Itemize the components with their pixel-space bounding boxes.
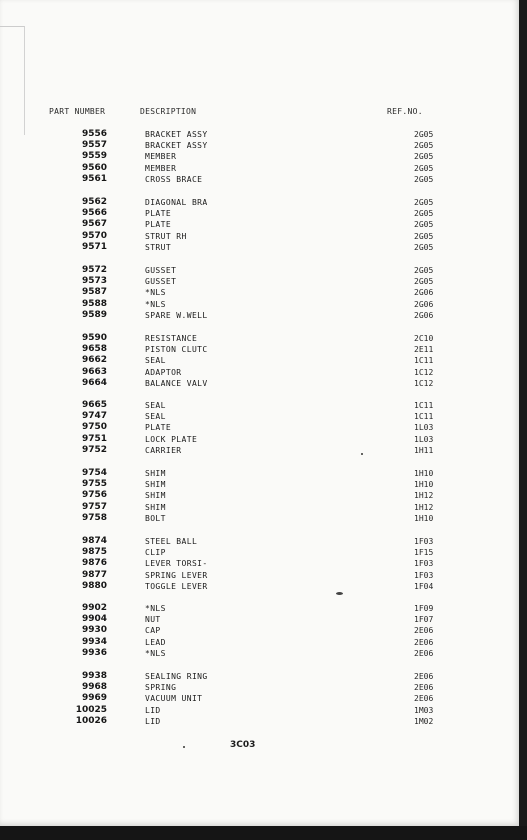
part-number-cell: 9665	[81, 400, 107, 410]
part-number-cell: 9590	[81, 333, 107, 343]
table-row	[0, 502, 519, 513]
description-cell: NUT	[145, 615, 161, 625]
description-cell: TOGGLE LEVER	[145, 581, 208, 591]
ref-no-cell: 2E06	[414, 672, 434, 681]
ref-no-cell: 1L03	[414, 423, 434, 433]
table-row	[0, 570, 519, 581]
part-number-cell: 9571	[81, 241, 107, 252]
description-cell: PLATE	[145, 423, 172, 433]
table-row	[0, 603, 519, 614]
description-cell: CAP	[145, 626, 161, 636]
description-cell: DIAGONAL BRA	[145, 198, 208, 207]
part-number-cell: 9664	[81, 377, 107, 388]
part-number-cell: 9556	[81, 129, 107, 139]
description-cell: *NLS	[145, 648, 166, 658]
table-row	[0, 682, 519, 693]
table-row	[0, 299, 519, 310]
ref-no-cell: 2E06	[414, 694, 434, 704]
description-cell: ADAPTOR	[145, 367, 182, 377]
description-cell: LID	[145, 716, 161, 726]
description-cell: LID	[145, 705, 161, 715]
description-cell: STEEL BALL	[145, 537, 198, 546]
table-row	[0, 637, 519, 648]
part-number-cell: 9750	[81, 422, 107, 433]
table-row	[0, 614, 519, 625]
table-row	[0, 344, 519, 355]
ref-no-cell: 2E06	[414, 683, 434, 693]
part-number-cell: 9658	[81, 344, 107, 355]
header-ref-no: REF.NO.	[387, 107, 423, 116]
table-row	[0, 716, 519, 727]
header-description: DESCRIPTION	[140, 107, 197, 116]
table-row	[0, 197, 519, 208]
part-number-cell: 9587	[81, 287, 107, 298]
table-row	[0, 355, 519, 366]
ref-no-cell: 2G05	[414, 152, 434, 162]
ref-no-cell: 1F09	[414, 604, 434, 613]
ref-no-cell: 2E06	[414, 648, 434, 658]
table-row	[0, 648, 519, 659]
description-cell: *NLS	[145, 299, 166, 309]
part-number-cell: 9938	[81, 671, 107, 681]
description-cell: MEMBER	[145, 152, 177, 162]
speck-mark	[183, 746, 185, 748]
ref-no-cell: 1H10	[414, 469, 434, 478]
part-number-cell: 9874	[81, 536, 107, 546]
ref-no-cell: 2G06	[414, 310, 434, 320]
part-number-cell: 9561	[81, 173, 107, 184]
description-cell: SHIM	[145, 491, 166, 501]
part-number-cell: 9904	[81, 614, 107, 625]
ref-no-cell: 1L03	[414, 434, 434, 444]
description-cell: CARRIER	[145, 445, 182, 455]
description-cell: GUSSET	[145, 277, 177, 287]
table-row	[0, 400, 519, 411]
ref-no-cell: 1F03	[414, 559, 434, 569]
ref-no-cell: 1C12	[414, 367, 434, 377]
table-row	[0, 265, 519, 276]
description-cell: BALANCE VALV	[145, 378, 208, 388]
description-cell: SPRING	[145, 683, 177, 693]
part-number-cell: 9902	[81, 603, 107, 613]
ref-no-cell: 2G05	[414, 130, 434, 139]
description-cell: SHIM	[145, 480, 166, 490]
description-cell: SHIM	[145, 469, 166, 478]
part-number-cell: 9570	[81, 230, 107, 241]
table-row	[0, 536, 519, 547]
part-number-cell: 9747	[81, 411, 107, 422]
ref-no-cell: 1H10	[414, 480, 434, 490]
table-row	[0, 479, 519, 490]
part-number-cell: 9880	[81, 580, 107, 591]
ref-no-cell: 1F03	[414, 537, 434, 546]
footer-strip	[0, 826, 527, 840]
description-cell: LEAD	[145, 637, 166, 647]
table-row	[0, 581, 519, 592]
table-row	[0, 129, 519, 140]
description-cell: SEAL	[145, 356, 166, 366]
part-number-cell: 9968	[81, 682, 107, 693]
table-row	[0, 547, 519, 558]
table-row	[0, 219, 519, 230]
part-number-cell: 9877	[81, 569, 107, 580]
ref-no-cell: 2G05	[414, 174, 434, 184]
part-number-cell: 9875	[81, 547, 107, 558]
part-number-cell: 9930	[81, 625, 107, 636]
page-number: 3C03	[230, 740, 256, 750]
ref-no-cell: 1M02	[414, 716, 434, 726]
table-row	[0, 411, 519, 422]
ref-no-cell: 2G06	[414, 288, 434, 298]
table-row	[0, 287, 519, 298]
table-row	[0, 310, 519, 321]
ref-no-cell: 2G05	[414, 277, 434, 287]
part-number-cell: 9751	[81, 433, 107, 444]
table-row	[0, 513, 519, 524]
part-number-cell: 9876	[81, 558, 107, 569]
ref-no-cell: 1F04	[414, 581, 434, 591]
ref-no-cell: 1H12	[414, 491, 434, 501]
description-cell: BRACKET ASSY	[145, 130, 208, 139]
description-cell: PISTON CLUTC	[145, 345, 208, 355]
table-row	[0, 693, 519, 704]
description-cell: STRUT RH	[145, 231, 187, 241]
ref-no-cell: 1M03	[414, 705, 434, 715]
ref-no-cell: 1F03	[414, 570, 434, 580]
description-cell: SEAL	[145, 401, 166, 410]
table-row	[0, 367, 519, 378]
table-row	[0, 163, 519, 174]
speck-mark	[361, 453, 363, 455]
part-number-cell: 9566	[81, 208, 107, 219]
description-cell: SEAL	[145, 412, 166, 422]
part-number-cell: 9934	[81, 636, 107, 647]
part-number-cell: 9757	[81, 501, 107, 512]
description-cell: CROSS BRACE	[145, 174, 203, 184]
ref-no-cell: 1F07	[414, 615, 434, 625]
table-row	[0, 378, 519, 389]
ref-no-cell: 1H10	[414, 513, 434, 523]
description-cell: PLATE	[145, 209, 172, 219]
ref-no-cell: 2G05	[414, 141, 434, 151]
description-cell: RESISTANCE	[145, 334, 198, 343]
part-number-cell: 9755	[81, 479, 107, 490]
table-row	[0, 333, 519, 344]
part-number-cell: 9752	[81, 444, 107, 455]
table-row	[0, 140, 519, 151]
part-number-cell: 9754	[81, 468, 107, 478]
part-number-cell: 9573	[81, 276, 107, 287]
ref-no-cell: 2E06	[414, 637, 434, 647]
ref-no-cell: 2G05	[414, 220, 434, 230]
ref-no-cell: 1C11	[414, 412, 434, 422]
description-cell: BRACKET ASSY	[145, 141, 208, 151]
ref-no-cell: 2C10	[414, 334, 434, 343]
description-cell: LOCK PLATE	[145, 434, 198, 444]
description-cell: SPARE W.WELL	[145, 310, 208, 320]
part-number-cell: 9559	[81, 151, 107, 162]
part-number-cell: 9588	[81, 298, 107, 309]
description-cell: VACUUM UNIT	[145, 694, 203, 704]
table-row	[0, 151, 519, 162]
ref-no-cell: 1H12	[414, 502, 434, 512]
part-number-cell: 10025	[75, 704, 107, 715]
ref-no-cell: 1F15	[414, 548, 434, 558]
description-cell: CLIP	[145, 548, 166, 558]
part-number-cell: 9969	[81, 693, 107, 704]
ref-no-cell: 2E06	[414, 626, 434, 636]
table-row	[0, 242, 519, 253]
table-row	[0, 558, 519, 569]
part-number-cell: 9663	[81, 366, 107, 377]
part-number-cell: 9936	[81, 647, 107, 658]
ref-no-cell: 1C11	[414, 356, 434, 366]
part-number-cell: 9567	[81, 219, 107, 230]
description-cell: BOLT	[145, 513, 166, 523]
part-number-cell: 9557	[81, 140, 107, 151]
ref-no-cell: 2G05	[414, 209, 434, 219]
part-number-cell: 9756	[81, 490, 107, 501]
table-row	[0, 434, 519, 445]
ref-no-cell: 2G05	[414, 242, 434, 252]
smudge-mark	[336, 592, 343, 595]
table-row	[0, 276, 519, 287]
table-row	[0, 671, 519, 682]
part-number-cell: 9758	[81, 512, 107, 523]
description-cell: PLATE	[145, 220, 172, 230]
table-row	[0, 705, 519, 716]
ref-no-cell: 2E11	[414, 345, 434, 355]
description-cell: SEALING RING	[145, 672, 208, 681]
table-row	[0, 445, 519, 456]
description-cell: MEMBER	[145, 163, 177, 173]
part-number-cell: 10026	[75, 715, 107, 726]
ref-no-cell: 2G06	[414, 299, 434, 309]
part-number-cell: 9662	[81, 355, 107, 366]
part-number-cell: 9562	[81, 197, 107, 207]
ref-no-cell: 2G05	[414, 163, 434, 173]
description-cell: LEVER TORSI-	[145, 559, 208, 569]
table-row	[0, 231, 519, 242]
ref-no-cell: 1H11	[414, 445, 434, 455]
table-row	[0, 174, 519, 185]
table-row	[0, 490, 519, 501]
ref-no-cell: 1C12	[414, 378, 434, 388]
header-part-number: PART NUMBER	[49, 107, 106, 116]
table-row	[0, 422, 519, 433]
description-cell: SPRING LEVER	[145, 570, 208, 580]
description-cell: GUSSET	[145, 266, 177, 275]
description-cell: SHIM	[145, 502, 166, 512]
ref-no-cell: 2G05	[414, 198, 434, 207]
table-row	[0, 625, 519, 636]
description-cell: *NLS	[145, 604, 166, 613]
ref-no-cell: 1C11	[414, 401, 434, 410]
table-row	[0, 208, 519, 219]
part-number-cell: 9572	[81, 265, 107, 275]
description-cell: STRUT	[145, 242, 172, 252]
part-number-cell: 9560	[81, 162, 107, 173]
description-cell: *NLS	[145, 288, 166, 298]
ref-no-cell: 2G05	[414, 231, 434, 241]
ref-no-cell: 2G05	[414, 266, 434, 275]
table-row	[0, 468, 519, 479]
part-number-cell: 9589	[81, 309, 107, 320]
